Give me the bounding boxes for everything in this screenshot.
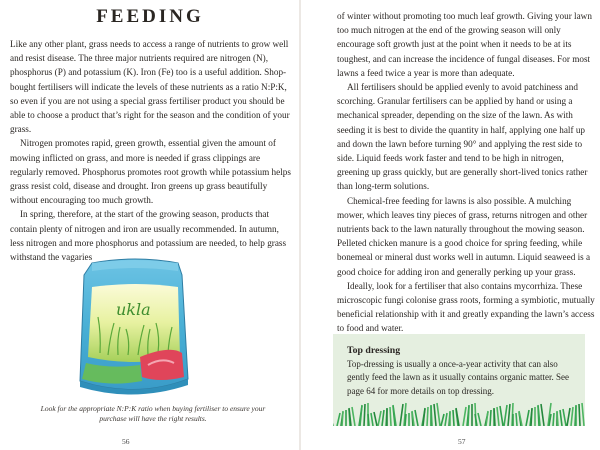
grass-blade: [371, 413, 373, 426]
grass-blade: [516, 413, 517, 426]
grass-blade: [504, 405, 507, 426]
grass-blade: [378, 411, 381, 426]
grass-blade: [453, 410, 454, 426]
grass-blade: [531, 408, 532, 426]
right-paragraph-2: All fertilisers should be applied evenly to avoid patchiness and scorching. Granular fertilisers can be applied by hand or using a mechanical spreader, depending on the size of the lawn. As with seeding it is best to divide the quantity in half, applying one half up and down the lawn before turning 90° and applying the rest side to side. Liquid feeds work faster and tend to be high in nitrogen, greening up grass quickly, but are generally short-lived tonics rather than long-term solutions.: [337, 82, 588, 192]
grass-blade: [368, 414, 369, 426]
grass-blade: [400, 404, 403, 426]
grass-blade: [405, 414, 406, 426]
left-paragraph-3: In spring, therefore, at the start of the growing season, products that contain plenty of nitrogen and iron are usually recommended. In autumn, less nitrogen and more phosphorus and potassium are needed, to help grass withstand the vagaries: [10, 209, 287, 263]
left-paragraph-1: Like any other plant, grass needs to access a range of nutrients to grow well and resist disease. The three major nutrients required are nitrogen (N), phosphorus (P) and potassium (K). Iron (Fe) too is a useful addition. Shop-bought fertilisers will indicate the levels of these nutrients as a ratio N:P:K, so even if you are not using a special grass fertiliser product you should be able to choose a product that’s right for the season and the condition of your grass.: [10, 39, 290, 135]
right-page: [300, 0, 600, 450]
grass-blade: [497, 407, 499, 426]
page-heading: FEEDING: [96, 6, 204, 27]
grass-blade: [390, 407, 391, 426]
grass-blade: [431, 405, 432, 426]
left-body-text: [10, 37, 293, 264]
fertiliser-bag-illustration: [70, 253, 200, 401]
image-caption: Look for the appropriate N:P:K ratio when buying fertiliser to ensure your purchase will have the right results.: [40, 404, 266, 423]
grass-blade: [437, 403, 440, 426]
right-paragraph-4: Ideally, look for a fertiliser that also contains mycorrhiza. These microscopic fungi colonise grass roots, forming a symbiotic, mutually beneficial relationship with it and greatly expanding the lawn’s access to food and water.: [337, 280, 595, 334]
grass-blade: [352, 407, 355, 426]
grass-blade: [342, 411, 343, 426]
grass-blade: [500, 406, 503, 426]
grass-blade: [337, 413, 340, 426]
top-dressing-box: [333, 334, 585, 426]
grass-border-illustration: [333, 400, 585, 426]
grass-blade: [434, 404, 436, 426]
grass-blade: [560, 410, 562, 426]
left-paragraph-2: Nitrogen promotes rapid, green growth, essential given the amount of mowing inflicted on grass, and more is needed if grass clippings are regularly removed. Phosphorus promotes root growth while potassium helps grass resist cold, disease and drought. Iron greens up grass beautifully without encouraging too much growth.: [10, 138, 291, 206]
grass-blade: [508, 404, 510, 426]
grass-blade: [557, 411, 558, 426]
grass-blade: [579, 404, 580, 426]
grass-blade: [582, 403, 584, 426]
grass-blade: [445, 413, 447, 426]
grass-blade: [486, 411, 488, 426]
grass-blade: [427, 407, 428, 426]
grass-blade: [415, 410, 418, 426]
right-body-text: [337, 9, 597, 336]
grass-blade: [490, 410, 491, 426]
bag-brand-text: ukla: [116, 300, 151, 319]
box-title: Top dressing: [347, 345, 401, 356]
grass-blade: [374, 412, 377, 426]
grass-blade: [541, 404, 544, 426]
box-text: Top-dressing is usually a once-a-year activity that can also gently feed the lawn as it usually contains organic matter. See page 64 for more details on top dressing.: [347, 359, 570, 396]
grass-blade: [463, 407, 466, 426]
grass-blade: [553, 413, 554, 426]
grass-blade: [526, 410, 529, 426]
grass-blade: [364, 404, 365, 426]
grass-blade: [571, 407, 573, 426]
grass-blade: [478, 413, 481, 426]
right-paragraph-1: of winter without promoting too much leaf growth. Giving your lawn too much nitrogen at the end of the growing season will only encourage soft growth just at the point when it needs to be at its toughest, and can increase the incidence of fungal diseases. For most lawns a feed twice a year is more than adequate.: [337, 11, 592, 78]
grass-blade: [567, 408, 570, 426]
page-number-left: 56: [122, 437, 130, 446]
grass-blade: [563, 409, 566, 426]
grass-blade: [423, 408, 425, 426]
grass-blade: [441, 414, 444, 426]
grass-blade: [382, 410, 384, 426]
right-paragraph-3: Chemical-free feeding for lawns is also possible. A mulching mower, which leaves tiny pieces of grass, returns nitrogen and other nutrients back to the lawn naturally throughout the mowing season. Pelleted chicken manure is a good choice for spring feeding, while bonemeal or mineral dust works well in autumn. Liquid seaweed is a good choice for adding iron and generally perking up your grass.: [337, 195, 591, 277]
grass-blade: [360, 405, 362, 426]
page-number-right: 57: [458, 437, 466, 446]
grass-blade: [494, 408, 495, 426]
grass-blade: [468, 405, 469, 426]
